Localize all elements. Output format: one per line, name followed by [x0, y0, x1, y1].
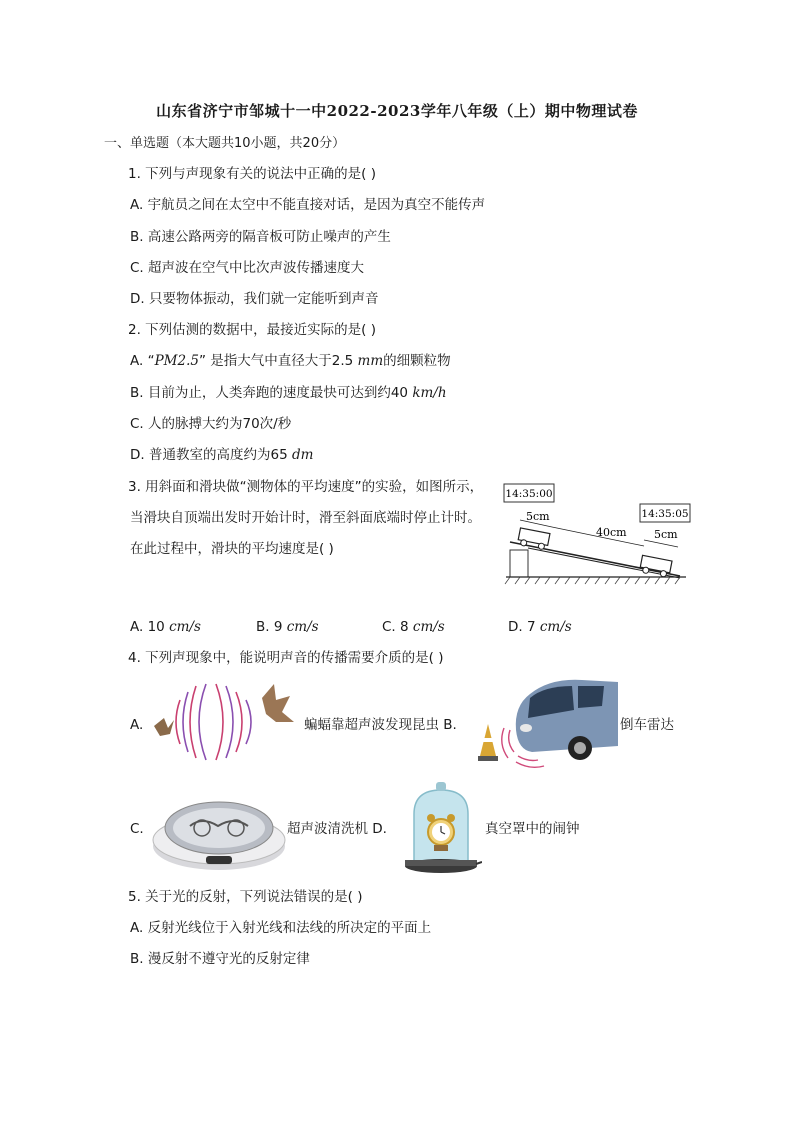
q4-option-c-label: C. [130, 821, 144, 837]
q4-option-b-caption: 倒车雷达 [620, 717, 674, 733]
q2-d-math: dm [291, 447, 314, 463]
q5-option-a: A. 反射光线位于入射光线和法线的所决定的平面上 [130, 920, 432, 936]
q3-d-unit: cm/s [539, 619, 572, 635]
q2-a-post: 的细颗粒物 [383, 353, 451, 369]
q5-stem: 5. 关于光的反射，下列说法错误的是( ) [128, 889, 363, 905]
q3-b-unit: cm/s [286, 619, 319, 635]
q4-option-a-label: A. [130, 717, 144, 733]
q4-stem: 4. 下列声现象中，能说明声音的传播需要介质的是( ) [128, 650, 444, 666]
page-title: 山东省济宁市邹城十一中2022-2023学年八年级（上）期中物理试卷 [156, 102, 638, 120]
q4-option-a-caption: 蝙蝠靠超声波发现昆虫 B. [304, 717, 457, 733]
q3-stem-line2: 当滑块自顶端出发时开始计时，滑至斜面底端时停止计时。 [130, 510, 481, 526]
q2-b-pre: B. 目前为止，人类奔跑的速度最快可达到约40 [130, 385, 413, 401]
block1-length-label: 5cm [526, 510, 550, 523]
q2-option-d [130, 445, 313, 465]
q1-option-d: D. 只要物体振动，我们就一定能听到声音 [130, 291, 379, 307]
q3-d-pre: D. 7 [508, 619, 540, 635]
q5-option-b: B. 漫反射不遵守光的反射定律 [130, 951, 310, 967]
q1-option-c: C. 超声波在空气中比次声波传播速度大 [130, 260, 365, 276]
q3-option-b [256, 617, 319, 637]
bell-jar-alarm-image [400, 780, 482, 878]
q2-b-math: km/h [412, 385, 447, 401]
q2-a-math2: mm [357, 353, 384, 369]
q2-a-math1: PM2.5 [154, 353, 199, 369]
q3-a-pre: A. 10 [130, 619, 170, 635]
track-length-label: 40cm [596, 526, 627, 539]
q1-stem: 1. 下列与声现象有关的说法中正确的是( ) [128, 166, 376, 182]
q2-a-mid: ” 是指大气中直径大于2.5 [198, 353, 358, 369]
incline-diagram [500, 480, 700, 590]
q3-option-d [508, 617, 572, 637]
q1-option-a: A. 宇航员之间在太空中不能直接对话，是因为真空不能传声 [130, 197, 486, 213]
q2-option-a [130, 351, 451, 371]
q2-d-pre: D. 普通教室的高度约为65 [130, 447, 292, 463]
q1-option-b: B. 高速公路两旁的隔音板可防止噪声的产生 [130, 229, 391, 245]
end-time-label: 14:35:05 [641, 508, 689, 520]
bat-echolocation-image [150, 678, 300, 766]
section-heading: 一、单选题（本大题共10小题，共20分） [104, 136, 346, 151]
q4-option-d-caption: 真空罩中的闹钟 [485, 821, 580, 837]
q3-a-unit: cm/s [169, 619, 201, 635]
q3-option-a [130, 617, 201, 637]
q3-stem-line3: 在此过程中，滑块的平均速度是( ) [130, 541, 334, 557]
parking-radar-image [472, 672, 620, 772]
q2-stem: 2. 下列估测的数据中，最接近实际的是( ) [128, 322, 376, 338]
ultrasonic-cleaner-image [150, 790, 288, 872]
q3-b-pre: B. 9 [256, 619, 287, 635]
start-time-label: 14:35:00 [505, 488, 553, 500]
q2-option-c: C. 人的脉搏大约为70次/秒 [130, 416, 292, 432]
q3-stem-line1: 3. 用斜面和滑块做“测物体的平均速度”的实验，如图所示， [128, 479, 484, 495]
q4-option-c-caption: 超声波清洗机 D. [287, 821, 387, 837]
q2-option-b [130, 383, 447, 403]
q3-c-pre: C. 8 [382, 619, 413, 635]
q3-c-unit: cm/s [412, 619, 445, 635]
q2-a-pre: A. “ [130, 353, 155, 369]
q3-option-c [382, 617, 445, 637]
block2-length-label: 5cm [654, 528, 678, 541]
